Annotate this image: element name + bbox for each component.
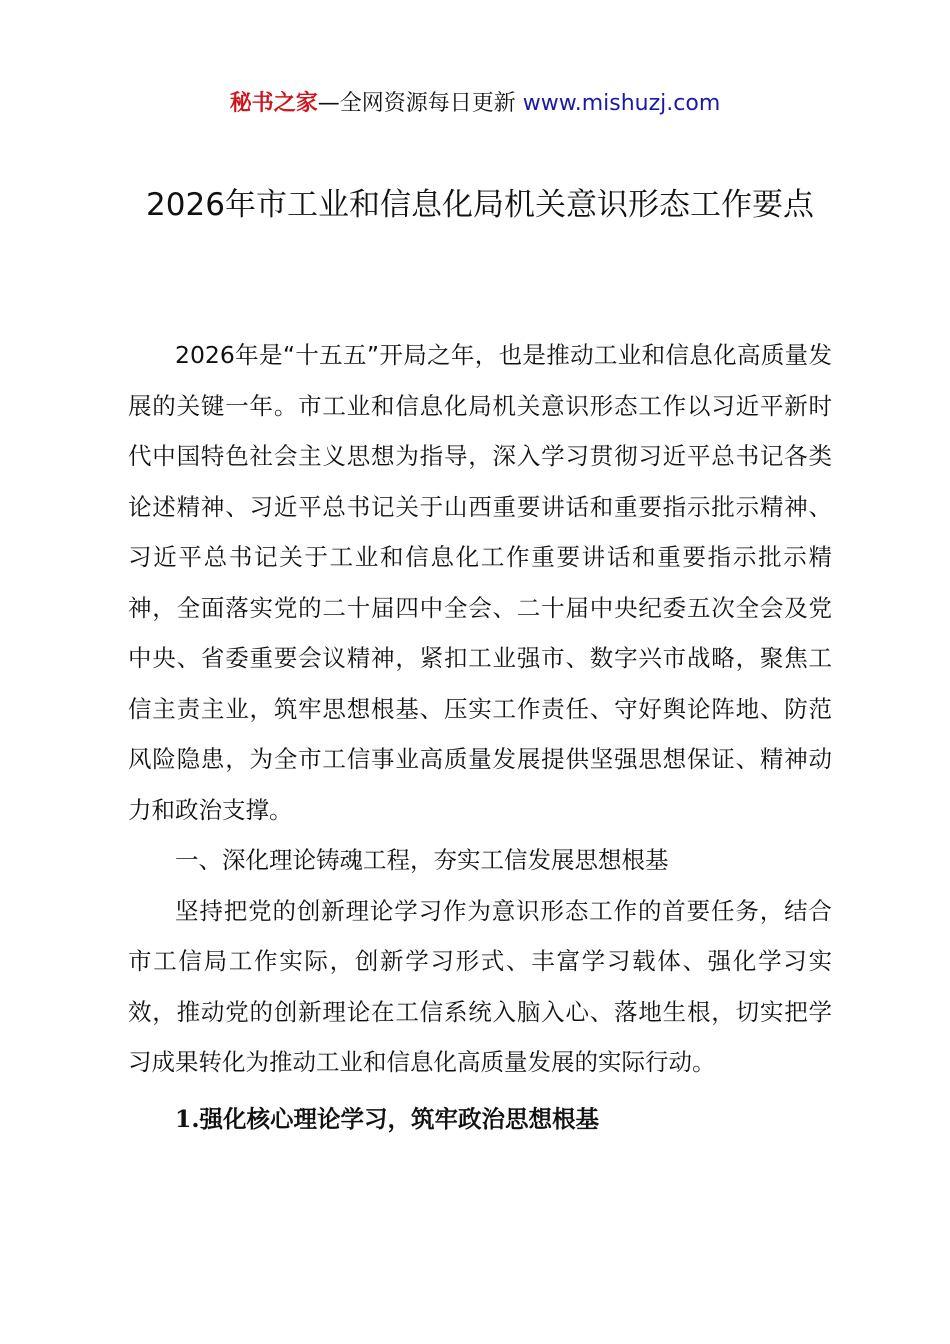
header-tagline: —全网资源每日更新 (317, 91, 523, 116)
section-heading: 一、深化理论铸魂工程，夯实工信发展思想根基 (175, 846, 669, 874)
brand-name: 秘书之家 (229, 91, 318, 116)
site-url[interactable]: www.mishuzj.com (522, 91, 721, 116)
intro-paragraph: 2026年是“十五五”开局之年，也是推动工业和信息化高质量发展的关键一年。市工业和信息化局机关意识形态工作以习近平新时代中国特色社会主义思想为指导，深入学习贯彻习近平总书记各类论述精神、习近平总书记关于山西重要讲话和重要指示批示精神、习近平总书记关于工业和信息化工作重要讲话和重要指示批示精神，全面落实党的二十届四中全会、二十届中央纪委五次全会及党中央、省委重要会议精神，紧扣工业强市、数字兴市战略，聚焦工信主责主业，筑牢思想根基、压实工作责任、守好舆论阵地、防范风险隐患，为全市工信事业高质量发展提供坚强思想保证、精神动力和政治支撑。 (128, 341, 832, 824)
document-body (128, 330, 832, 1144)
section-paragraph: 坚持把党的创新理论学习作为意识形态工作的首要任务，结合市工信局工作实际，创新学习形式、丰富学习载体、强化学习实效，推动党的创新理论在工信系统入脑入心、落地生根，切实把学习成果转化为推动工业和信息化高质量发展的实际行动。 (128, 896, 832, 1076)
subsection-heading: 1.强化核心理论学习，筑牢政治思想根基 (175, 1104, 600, 1133)
document-title: 2026年市工业和信息化局机关意识形态工作要点 (146, 187, 814, 223)
site-header (0, 88, 950, 120)
